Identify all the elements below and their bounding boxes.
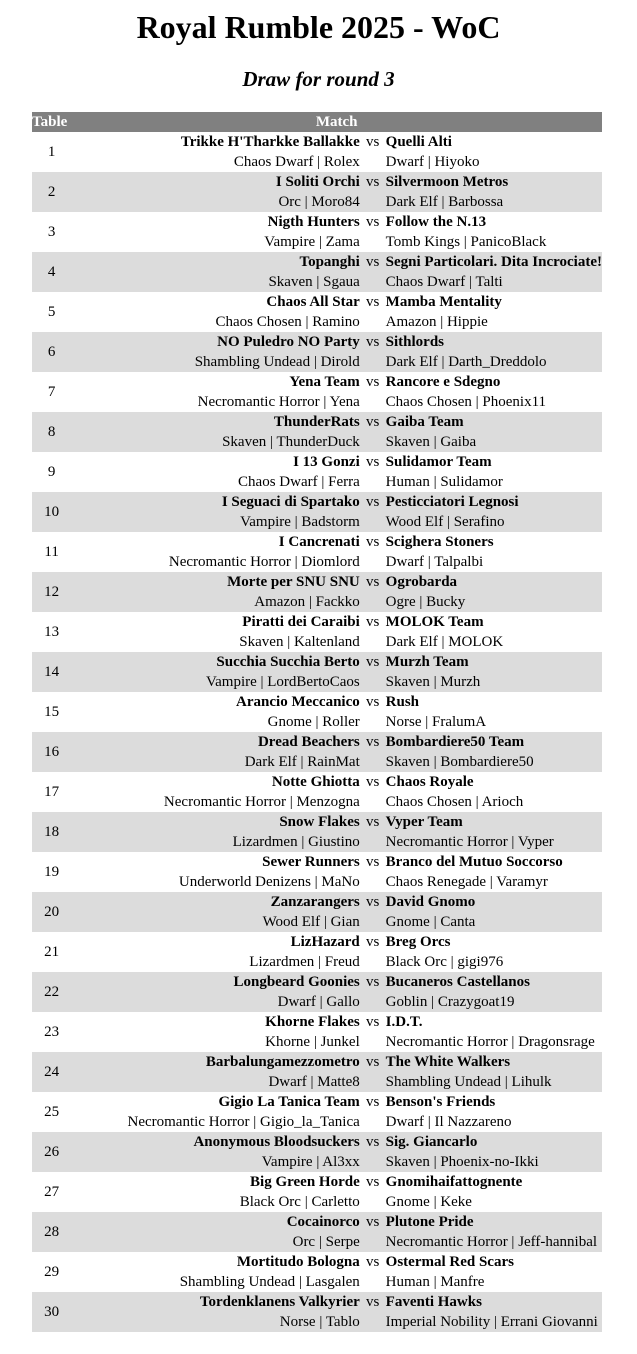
match-row [32,972,602,992]
match-row-details [32,1152,602,1172]
home-team-info: Skaven | ThunderDuck [71,432,359,452]
table-number: 14 [32,652,71,692]
match-row [32,932,602,952]
home-team-name: Khorne Flakes [71,1012,359,1032]
vs-label: vs [360,292,386,312]
home-team-info: Black Orc | Carletto [71,1192,359,1212]
vs-spacer [360,472,386,492]
away-team-info: Imperial Nobility | Errani Giovanni [386,1312,602,1332]
home-team-info: Lizardmen | Freud [71,952,359,972]
away-team-info: Chaos Chosen | Arioch [386,792,602,812]
away-team-info: Human | Sulidamor [386,472,602,492]
home-team-name: Nigth Hunters [71,212,359,232]
page-subtitle: Draw for round 3 [242,67,395,91]
vs-spacer [360,432,386,452]
vs-spacer [360,512,386,532]
away-team-info: Amazon | Hippie [386,312,602,332]
vs-label: vs [360,332,386,352]
match-row [32,412,602,432]
away-team-info: Dwarf | Hiyoko [386,152,602,172]
home-team-info: Underworld Denizens | MaNo [71,872,359,892]
vs-spacer [360,272,386,292]
vs-spacer [360,712,386,732]
away-team-info: Wood Elf | Serafino [386,512,602,532]
away-team-name: Benson's Friends [386,1092,602,1112]
home-team-name: Trikke H'Tharkke Ballakke [71,132,359,152]
home-team-info: Norse | Tablo [71,1312,359,1332]
away-team-info: Skaven | Murzh [386,672,602,692]
vs-spacer [360,1192,386,1212]
vs-label: vs [360,852,386,872]
table-number: 24 [32,1052,71,1092]
away-team-info: Chaos Chosen | Phoenix11 [386,392,602,412]
match-row [32,692,602,712]
home-team-info: Skaven | Kaltenland [71,632,359,652]
vs-label: vs [360,652,386,672]
home-team-name: Succhia Succhia Berto [71,652,359,672]
vs-spacer [360,1232,386,1252]
table-number: 16 [32,732,71,772]
table-number: 12 [32,572,71,612]
home-team-info: Shambling Undead | Lasgalen [71,1272,359,1292]
match-row [32,452,602,472]
away-team-name: Ogrobarda [386,572,602,592]
home-team-name: Tordenklanens Valkyrier [71,1292,359,1312]
table-number: 25 [32,1092,71,1132]
vs-label: vs [360,1172,386,1192]
away-team-name: Gnomihaifattognente [386,1172,602,1192]
home-team-name: Arancio Meccanico [71,692,359,712]
vs-label: vs [360,692,386,712]
vs-label: vs [360,572,386,592]
away-team-name: Branco del Mutuo Soccorso [386,852,602,872]
table-number: 21 [32,932,71,972]
match-row-details [32,1272,602,1292]
match-row [32,1212,602,1232]
table-number: 27 [32,1172,71,1212]
vs-label: vs [360,1252,386,1272]
home-team-name: Barbalungamezzometro [71,1052,359,1072]
home-team-info: Vampire | Al3xx [71,1152,359,1172]
draw-table [32,112,602,1332]
away-team-info: Skaven | Bombardiere50 [386,752,602,772]
away-team-info: Dwarf | Talpalbi [386,552,602,572]
home-team-info: Necromantic Horror | Diomlord [71,552,359,572]
vs-spacer [360,592,386,612]
home-team-info: Khorne | Junkel [71,1032,359,1052]
away-team-info: Dark Elf | Barbossa [386,192,602,212]
home-team-name: Anonymous Bloodsuckers [71,1132,359,1152]
home-team-name: Dread Beachers [71,732,359,752]
match-row-details [32,912,602,932]
vs-spacer [360,1152,386,1172]
vs-spacer [360,632,386,652]
vs-label: vs [360,1052,386,1072]
home-team-name: Longbeard Goonies [71,972,359,992]
vs-spacer [360,1032,386,1052]
vs-spacer [360,1312,386,1332]
home-team-info: Vampire | LordBertoCaos [71,672,359,692]
away-team-name: Quelli Alti [386,132,602,152]
match-row [32,532,602,552]
match-row-details [32,192,602,212]
vs-label: vs [360,1212,386,1232]
away-team-info: Skaven | Phoenix-no-Ikki [386,1152,602,1172]
table-number: 15 [32,692,71,732]
home-team-info: Chaos Dwarf | Rolex [71,152,359,172]
home-team-name: Big Green Horde [71,1172,359,1192]
away-team-info: Human | Manfre [386,1272,602,1292]
home-team-name: Zanzarangers [71,892,359,912]
away-team-info: Necromantic Horror | Dragonsrage [386,1032,602,1052]
vs-label: vs [360,492,386,512]
table-number: 28 [32,1212,71,1252]
match-row [32,212,602,232]
match-row-details [32,432,602,452]
table-number: 26 [32,1132,71,1172]
home-team-name: Sewer Runners [71,852,359,872]
away-team-info: Dark Elf | Darth_Dreddolo [386,352,602,372]
home-team-name: ThunderRats [71,412,359,432]
home-team-name: Snow Flakes [71,812,359,832]
table-number: 9 [32,452,71,492]
match-row [32,812,602,832]
away-team-name: I.D.T. [386,1012,602,1032]
match-row [32,1012,602,1032]
match-row-details [32,272,602,292]
match-row [32,132,602,152]
table-number: 18 [32,812,71,852]
home-team-name: Gigio La Tanica Team [71,1092,359,1112]
away-team-name: David Gnomo [386,892,602,912]
vs-label: vs [360,172,386,192]
away-team-name: Mamba Mentality [386,292,602,312]
match-row [32,372,602,392]
vs-label: vs [360,892,386,912]
home-team-name: I Seguaci di Spartako [71,492,359,512]
vs-label: vs [360,1012,386,1032]
home-team-info: Necromantic Horror | Gigio_la_Tanica [71,1112,359,1132]
home-team-info: Amazon | Fackko [71,592,359,612]
table-number: 5 [32,292,71,332]
away-team-name: Sig. Giancarlo [386,1132,602,1152]
table-number: 30 [32,1292,71,1332]
away-team-info: Norse | FralumA [386,712,602,732]
home-team-info: Vampire | Badstorm [71,512,359,532]
table-number: 22 [32,972,71,1012]
away-team-info: Goblin | Crazygoat19 [386,992,602,1012]
table-number: 2 [32,172,71,212]
home-team-info: Orc | Serpe [71,1232,359,1252]
away-team-info: Dark Elf | MOLOK [386,632,602,652]
away-team-name: Plutone Pride [386,1212,602,1232]
match-row-details [32,1072,602,1092]
away-team-info: Dwarf | Il Nazzareno [386,1112,602,1132]
home-team-name: Notte Ghiotta [71,772,359,792]
home-team-info: Lizardmen | Giustino [71,832,359,852]
match-row-details [32,1112,602,1132]
vs-spacer [360,392,386,412]
home-team-info: Wood Elf | Gian [71,912,359,932]
away-team-info: Skaven | Gaiba [386,432,602,452]
match-row-details [32,832,602,852]
vs-spacer [360,992,386,1012]
away-team-name: Breg Orcs [386,932,602,952]
away-team-name: Bombardiere50 Team [386,732,602,752]
away-team-info: Gnome | Keke [386,1192,602,1212]
column-header-match: Match [71,112,602,132]
table-number: 13 [32,612,71,652]
match-row [32,1172,602,1192]
vs-label: vs [360,972,386,992]
away-team-name: Segni Particolari. Dita Incrociate! [385,254,602,270]
home-team-name: LizHazard [71,932,359,952]
match-row [32,492,602,512]
home-team-name: NO Puledro NO Party [71,332,359,352]
vs-label: vs [360,212,386,232]
away-team-info: Chaos Renegade | Varamyr [386,872,602,892]
vs-spacer [360,552,386,572]
vs-spacer [360,232,386,252]
home-team-name: Topanghi [71,252,359,272]
home-team-info: Skaven | Sgaua [71,272,359,292]
vs-spacer [360,792,386,812]
match-row-details [32,752,602,772]
table-number: 10 [32,492,71,532]
vs-label: vs [360,1292,386,1312]
vs-spacer [360,912,386,932]
vs-spacer [360,1072,386,1092]
match-row-details [32,1312,602,1332]
vs-label: vs [360,252,386,272]
match-row-details [32,592,602,612]
match-row-details [32,472,602,492]
vs-label: vs [360,412,386,432]
away-team-name: MOLOK Team [386,612,602,632]
vs-spacer [360,1112,386,1132]
away-team-name: Chaos Royale [386,772,602,792]
match-row [32,292,602,312]
away-team-name: Silvermoon Metros [386,172,602,192]
table-header-row [32,112,602,132]
match-row [32,732,602,752]
match-row [32,892,602,912]
home-team-info: Shambling Undead | Dirold [71,352,359,372]
table-number: 19 [32,852,71,892]
match-row-details [32,672,602,692]
away-team-info: Tomb Kings | PanicoBlack [386,232,602,252]
away-team-info: Necromantic Horror | Jeff-hannibal [386,1232,602,1252]
match-row-details [32,632,602,652]
draw-table-body [32,132,602,1332]
vs-spacer [360,1272,386,1292]
vs-spacer [360,352,386,372]
match-row-details [32,992,602,1012]
table-number: 3 [32,212,71,252]
vs-spacer [360,192,386,212]
away-team-info: Necromantic Horror | Vyper [386,832,602,852]
home-team-info: Vampire | Zama [71,232,359,252]
match-row [32,1132,602,1152]
match-row [32,252,602,272]
match-row [32,172,602,192]
match-row [32,1292,602,1312]
match-row-details [32,512,602,532]
vs-spacer [360,952,386,972]
match-row [32,852,602,872]
match-row-details [32,312,602,332]
away-team-name: Gaiba Team [386,412,602,432]
away-team-info: Shambling Undead | Lihulk [386,1072,602,1092]
home-team-info: Dark Elf | RainMat [71,752,359,772]
vs-label: vs [360,1092,386,1112]
table-number: 20 [32,892,71,932]
home-team-info: Orc | Moro84 [71,192,359,212]
vs-label: vs [360,452,386,472]
home-team-name: Cocainorco [71,1212,359,1232]
away-team-info: Ogre | Bucky [386,592,602,612]
away-team-info: Chaos Dwarf | Talti [386,272,602,292]
table-number: 17 [32,772,71,812]
table-number: 29 [32,1252,71,1292]
away-team-name: Sithlords [386,332,602,352]
match-row-details [32,232,602,252]
table-number: 23 [32,1012,71,1052]
home-team-info: Necromantic Horror | Menzogna [71,792,359,812]
home-team-name: I Soliti Orchi [71,172,359,192]
match-row-details [32,352,602,372]
vs-spacer [360,752,386,772]
away-team-name: Ostermal Red Scars [386,1252,602,1272]
home-team-name: Morte per SNU SNU [71,572,359,592]
home-team-name: I Cancrenati [71,532,359,552]
home-team-info: Dwarf | Matte8 [71,1072,359,1092]
away-team-name: Follow the N.13 [386,212,602,232]
match-row [32,1252,602,1272]
home-team-info: Chaos Chosen | Ramino [71,312,359,332]
match-row-details [32,792,602,812]
home-team-info: Gnome | Roller [71,712,359,732]
vs-label: vs [360,532,386,552]
away-team-name: The White Walkers [386,1052,602,1072]
match-row-details [32,872,602,892]
table-number: 4 [32,252,71,292]
match-row-details [32,1232,602,1252]
home-team-name: Mortitudo Bologna [71,1252,359,1272]
away-team-name: Bucaneros Castellanos [386,972,602,992]
away-team-name: Pesticciatori Legnosi [386,492,602,512]
table-number: 7 [32,372,71,412]
table-number: 6 [32,332,71,372]
match-row-details [32,552,602,572]
match-row-details [32,952,602,972]
away-team-name: Murzh Team [386,652,602,672]
match-row [32,332,602,352]
home-team-info: Necromantic Horror | Yena [71,392,359,412]
away-team-name: Rancore e Sdegno [386,372,602,392]
home-team-info: Dwarf | Gallo [71,992,359,1012]
away-team-name: Rush [386,692,602,712]
away-team-name: Vyper Team [386,812,602,832]
home-team-name: Piratti dei Caraibi [71,612,359,632]
match-row [32,572,602,592]
vs-spacer [360,312,386,332]
away-team-name: Scighera Stoners [386,532,602,552]
vs-spacer [360,832,386,852]
vs-label: vs [360,932,386,952]
vs-label: vs [360,612,386,632]
match-row [32,612,602,632]
vs-spacer [360,672,386,692]
away-team-name: Sulidamor Team [386,452,602,472]
match-row-details [32,392,602,412]
match-row-details [32,152,602,172]
vs-label: vs [360,812,386,832]
home-team-info: Chaos Dwarf | Ferra [71,472,359,492]
match-row [32,652,602,672]
home-team-name: Chaos All Star [71,292,359,312]
vs-label: vs [360,372,386,392]
home-team-name: Yena Team [71,372,359,392]
match-row-details [32,712,602,732]
away-team-name: Faventi Hawks [386,1292,602,1312]
column-header-table: Table [32,112,71,132]
away-team-info: Black Orc | gigi976 [386,952,602,972]
match-row-details [32,1192,602,1212]
home-team-name: I 13 Gonzi [71,452,359,472]
vs-label: vs [360,772,386,792]
vs-label: vs [360,132,386,152]
match-row-details [32,1032,602,1052]
away-team-info: Gnome | Canta [386,912,602,932]
page-title: Royal Rumble 2025 - WoC [136,9,501,45]
table-number: 1 [32,132,71,172]
vs-label: vs [360,1132,386,1152]
vs-label: vs [360,732,386,752]
table-number: 8 [32,412,71,452]
vs-spacer [360,152,386,172]
match-row [32,772,602,792]
table-number: 11 [32,532,71,572]
vs-spacer [360,872,386,892]
match-row [32,1052,602,1072]
match-row [32,1092,602,1112]
